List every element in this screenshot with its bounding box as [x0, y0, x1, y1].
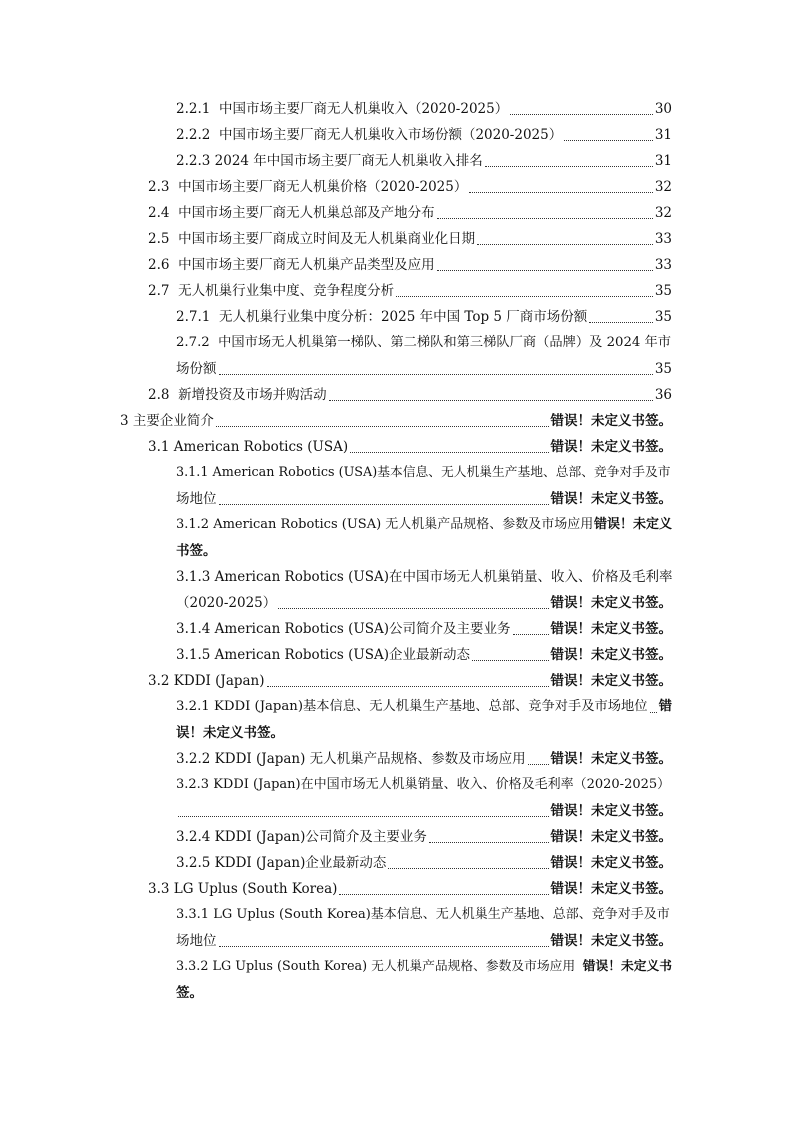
toc-leader — [339, 894, 548, 895]
toc-entry-3-2-3[interactable] — [0, 772, 672, 824]
toc-page-error: 错误！未定义书签。 — [550, 413, 672, 429]
toc-page-error: 错误！未定义书签。 — [550, 881, 672, 897]
table-of-contents — [0, 96, 794, 1006]
toc-leader — [278, 608, 548, 609]
toc-page-error: 错误！未定义书签。 — [550, 803, 672, 819]
toc-page: 32 — [654, 205, 672, 221]
toc-page: 33 — [654, 257, 672, 273]
toc-title: 新增投资及市场并购活动 — [178, 387, 327, 403]
toc-title: American Robotics (USA) — [173, 439, 349, 455]
toc-page: 31 — [654, 153, 672, 169]
toc-title: LG Uplus (South Korea)基本信息、无人机巢生产基地、总部、竞争对手及市 — [213, 907, 670, 922]
toc-number: 3.3.2 — [176, 959, 209, 974]
toc-number: 3.1.1 — [176, 465, 209, 480]
toc-title: LG Uplus (South Korea) — [173, 881, 338, 897]
toc-page-error: 错误！未定义书签。 — [550, 673, 672, 689]
toc-leader — [216, 426, 549, 427]
toc-number: 3.3 — [148, 881, 170, 897]
toc-page-error-continued: 签。 — [176, 985, 203, 1001]
toc-number: 2.8 — [148, 387, 170, 403]
toc-page: 35 — [654, 361, 672, 377]
toc-entry-3-1-2[interactable] — [0, 512, 672, 564]
toc-entry-2-7-2[interactable] — [0, 330, 672, 382]
toc-number: 2.4 — [148, 205, 170, 221]
toc-title: 中国市场主要厂商无人机巢产品类型及应用 — [178, 257, 435, 273]
toc-number: 3.1 — [148, 439, 170, 455]
toc-page-error: 错误！未定义书 — [582, 959, 672, 974]
toc-title: American Robotics (USA)在中国市场无人机巢销量、收入、价格及毛利率 — [214, 569, 673, 585]
toc-number: 3 — [120, 413, 129, 429]
toc-title: LG Uplus (South Korea) 无人机巢产品规格、参数及市场应用 — [212, 959, 576, 974]
toc-title: 无人机巢行业集中度、竞争程度分析 — [178, 283, 395, 299]
toc-leader — [472, 660, 548, 661]
toc-title: KDDI (Japan)公司简介及主要业务 — [214, 829, 427, 845]
toc-page-error-continued: 误！未定义书签。 — [176, 725, 284, 741]
toc-leader — [510, 114, 653, 115]
toc-title: KDDI (Japan)企业最新动态 — [214, 855, 387, 871]
toc-entry-3-2[interactable] — [0, 668, 672, 694]
toc-entry-2-2-1[interactable] — [0, 96, 672, 122]
toc-page: 30 — [654, 101, 672, 117]
toc-title: American Robotics (USA) 无人机巢产品规格、参数及市场应用 — [213, 517, 594, 532]
toc-title: 无人机巢行业集中度分析：2025 年中国 Top 5 厂商市场份额 — [218, 309, 588, 325]
toc-entry-2-2-2[interactable] — [0, 122, 672, 148]
toc-entry-3-2-1[interactable] — [0, 694, 672, 746]
toc-page: 33 — [654, 231, 672, 247]
toc-page: 35 — [654, 309, 672, 325]
toc-number: 2.5 — [148, 231, 170, 247]
toc-page-error: 错误！未定义书签。 — [550, 595, 672, 611]
toc-entry-2-3[interactable] — [0, 174, 672, 200]
toc-title: 中国市场主要厂商无人机巢收入市场份额（2020-2025） — [218, 127, 563, 143]
toc-leader — [589, 322, 653, 323]
toc-entry-3-1-4[interactable] — [0, 616, 672, 642]
toc-title: KDDI (Japan) — [173, 673, 265, 689]
toc-leader — [437, 218, 653, 219]
toc-entry-2-5[interactable] — [0, 226, 672, 252]
toc-page: 31 — [654, 127, 672, 143]
toc-title-continued: 场份额 — [176, 361, 217, 377]
toc-title: 中国市场主要厂商无人机巢收入（2020-2025） — [218, 101, 509, 117]
toc-entry-3-2-5[interactable] — [0, 850, 672, 876]
toc-leader — [485, 166, 653, 167]
toc-number: 2.2.3 — [176, 153, 211, 169]
toc-entry-2-4[interactable] — [0, 200, 672, 226]
toc-number: 3.2.1 — [176, 699, 210, 714]
toc-page-error: 错误！未定义书签。 — [550, 751, 672, 767]
toc-number: 2.2.2 — [176, 127, 211, 143]
toc-page-error: 错误！未定义书签。 — [550, 439, 672, 455]
toc-page-error: 错误！未定义书签。 — [550, 855, 672, 871]
toc-number: 3.2 — [148, 673, 170, 689]
toc-title: 主要企业简介 — [132, 413, 214, 429]
toc-leader — [219, 504, 549, 505]
toc-number: 2.6 — [148, 257, 170, 273]
toc-entry-2-8[interactable] — [0, 382, 672, 408]
toc-page-error: 错误！未定义 — [593, 517, 672, 532]
toc-leader — [329, 400, 653, 401]
toc-number: 2.2.1 — [176, 101, 211, 117]
toc-entry-3-3-2[interactable] — [0, 954, 672, 1006]
toc-page: 35 — [654, 283, 672, 299]
toc-leader — [437, 270, 653, 271]
toc-number: 3.1.3 — [176, 569, 211, 585]
toc-leader — [477, 244, 653, 245]
toc-title: KDDI (Japan) 无人机巢产品规格、参数及市场应用 — [214, 751, 526, 767]
toc-leader — [513, 634, 549, 635]
toc-entry-3-2-2[interactable] — [0, 746, 672, 772]
toc-leader — [388, 868, 548, 869]
toc-entry-3-1[interactable] — [0, 434, 672, 460]
toc-leader — [396, 296, 653, 297]
toc-entry-2-6[interactable] — [0, 252, 672, 278]
toc-leader — [429, 842, 549, 843]
toc-title-continued: 场地位 — [176, 491, 217, 507]
toc-number: 3.2.2 — [176, 751, 211, 767]
toc-number: 3.1.5 — [176, 647, 211, 663]
toc-number: 3.1.4 — [176, 621, 211, 637]
toc-title: KDDI (Japan)在中国市场无人机巢销量、收入、价格及毛利率（2020-2025） — [213, 777, 671, 792]
toc-title: American Robotics (USA)基本信息、无人机巢生产基地、总部、竞争对手及市 — [212, 465, 671, 480]
toc-entry-2-2-3[interactable] — [0, 148, 672, 174]
toc-number: 3.2.5 — [176, 855, 211, 871]
toc-leader — [650, 712, 657, 713]
toc-page-error: 错误！未定义书签。 — [550, 829, 672, 845]
toc-leader — [564, 140, 653, 141]
toc-entry-3-3-1[interactable] — [0, 902, 672, 954]
toc-title: American Robotics (USA)公司简介及主要业务 — [214, 621, 511, 637]
toc-entry-3-1-3[interactable] — [0, 564, 672, 616]
toc-number: 3.2.4 — [176, 829, 211, 845]
toc-entry-2-7-1[interactable] — [0, 304, 672, 330]
toc-entry-3-1-1[interactable] — [0, 460, 672, 512]
toc-number: 3.1.2 — [176, 517, 210, 532]
toc-title-continued: （2020-2025） — [176, 595, 277, 611]
toc-number: 2.7 — [148, 283, 170, 299]
toc-title: 2024 年中国市场主要厂商无人机巢收入排名 — [214, 153, 483, 169]
toc-title: 中国市场主要厂商成立时间及无人机巢商业化日期 — [178, 231, 476, 247]
toc-page-error: 错误！未定义书签。 — [550, 933, 672, 949]
toc-entry-3-1-5[interactable] — [0, 642, 672, 668]
toc-title: 中国市场主要厂商无人机巢价格（2020-2025） — [178, 179, 468, 195]
toc-leader — [469, 192, 652, 193]
toc-page-error: 错误！未定义书签。 — [550, 621, 672, 637]
toc-page: 36 — [654, 387, 672, 403]
toc-leader — [267, 686, 549, 687]
toc-page: 32 — [654, 179, 672, 195]
toc-entry-3[interactable] — [0, 408, 672, 434]
toc-title: 中国市场主要厂商无人机巢总部及产地分布 — [178, 205, 435, 221]
toc-leader — [528, 764, 549, 765]
toc-entry-3-3[interactable] — [0, 876, 672, 902]
toc-number: 2.3 — [148, 179, 170, 195]
toc-title: KDDI (Japan)基本信息、无人机巢生产基地、总部、竞争对手及市场地位 — [213, 699, 648, 714]
toc-page-error-continued: 书签。 — [176, 543, 217, 559]
toc-entry-3-2-4[interactable] — [0, 824, 672, 850]
toc-number: 3.2.3 — [176, 777, 210, 792]
toc-leader — [178, 816, 549, 817]
toc-leader — [219, 374, 653, 375]
toc-page-error: 错误！未定义书签。 — [550, 491, 672, 507]
toc-title-continued: 场地位 — [176, 933, 217, 949]
toc-entry-2-7[interactable] — [0, 278, 672, 304]
toc-page-error: 错误！未定义书签。 — [550, 647, 672, 663]
toc-number: 2.7.1 — [176, 309, 211, 325]
toc-title: 中国市场无人机巢第一梯队、第二梯队和第三梯队厂商（品牌）及 2024 年市 — [218, 335, 672, 350]
toc-leader — [350, 452, 548, 453]
toc-number: 2.7.2 — [176, 335, 210, 350]
toc-leader — [219, 946, 549, 947]
toc-page-error: 错 — [658, 699, 672, 714]
toc-title: American Robotics (USA)企业最新动态 — [214, 647, 471, 663]
toc-number: 3.3.1 — [176, 907, 210, 922]
